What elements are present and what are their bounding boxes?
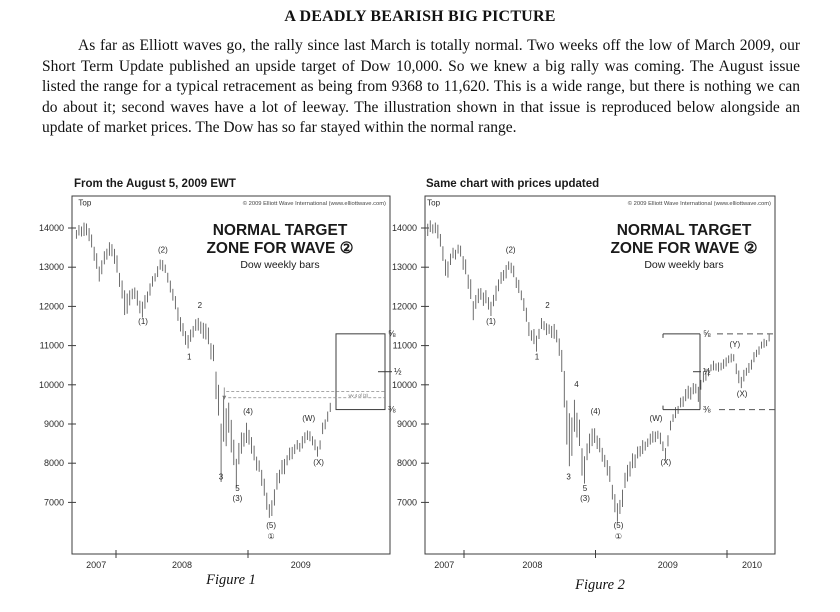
wave-label: (5) [266,520,276,530]
y-tick-label: 7000 [43,497,64,508]
fraction-label: ½ [394,366,402,377]
wave-label: (1) [486,317,496,327]
figure2-chart [392,196,775,570]
x-tick-label: 2008 [171,560,193,570]
page-title: A DEADLY BEARISH BIG PICTURE [284,8,556,25]
figure1-header: From the August 5, 2009 EWT [74,178,236,190]
wave-label: (W) [649,414,663,423]
wave-label: (3) [232,494,243,504]
y-tick-label: 10000 [391,379,417,390]
wave-label: (Y) [729,339,741,349]
wave-label: 1 [187,352,192,362]
y-tick-label: 8000 [396,458,417,469]
y-tick-label: 10000 [38,379,64,390]
dow-weekly-charts [0,170,840,612]
fraction-label: ½ [703,366,711,377]
y-tick-label: 12000 [38,301,64,312]
x-tick-label: 2010 [741,560,763,570]
x-axis [434,550,762,570]
wave-label: (4) [590,406,601,416]
svg-text:NORMAL TARGET: NORMAL TARGET [212,222,348,239]
figure1-caption: Figure 1 [206,572,256,588]
gap-band-label: wv 4 of (3) [348,393,368,399]
wave-label: (4) [243,406,253,416]
wave-label: (X) [660,458,672,468]
copyright-note: © 2009 Elliott Wave International (www.elliottwave.com) [627,201,771,207]
wave-label: (2) [505,245,516,255]
wave-label: ① [267,531,275,541]
wave-label: Top [427,198,441,208]
x-tick-label: 2008 [522,560,543,570]
y-tick-label: 9000 [43,419,64,429]
wave-label: (2) [157,245,168,255]
fraction-label: ⅝ [703,328,711,339]
y-tick-label: 13000 [38,262,64,273]
wave-label: 2 [197,301,203,311]
fraction-label: ⅝ [388,328,396,339]
figure1-chart [39,196,402,570]
wave-label: (5) [613,520,624,530]
wave-label: 5 [235,484,240,494]
y-tick-label: 14000 [391,223,417,233]
wave-label: 3 [218,472,224,482]
y-axis [39,223,76,507]
figure2-caption: Figure 2 [575,577,625,593]
wave-label: (X) [313,458,324,468]
y-tick-label: 8000 [43,458,64,469]
y-tick-label: 7000 [396,497,417,508]
chart-subtitle: Dow weekly bars [240,259,320,271]
body-paragraph: As far as Elliott waves go, the rally since last March is totally normal. Two weeks off the low of March 2009, our Short Term Update published an upside target of Dow 10,000. So we knew a big rally was coming. The August issue listed the range for a typical retracement as being from 9368 to 11,620. This is a wide range, but there is nothing we can do about it; second waves have a lot of leeway. The illustration shown in that issue is reproduced below alongside an update of market prices. The Dow has so far stayed within the normal range. [42,37,800,137]
wave-label: (3) [580,494,590,504]
chart-subtitle: Dow weekly bars [644,259,724,271]
chart-title [206,222,353,271]
x-tick-label: 2007 [434,560,455,570]
wave-label: (W) [302,414,316,423]
y-tick-label: 9000 [396,419,417,429]
y-tick-label: 11000 [39,340,64,351]
wave-label: 2 [545,301,550,311]
fraction-label: ⅜ [388,404,396,415]
x-tick-label: 2007 [86,560,107,570]
wave-label: Top [78,198,92,208]
chart-title [610,222,757,271]
svg-text:NORMAL TARGET: NORMAL TARGET [616,222,752,239]
x-axis [86,550,311,570]
wave-label: 4 [574,379,579,389]
y-tick-label: 14000 [38,223,64,233]
copyright-note: © 2009 Elliott Wave International (www.elliottwave.com) [242,201,386,207]
figure2-header: Same chart with prices updated [426,178,600,190]
svg-text:ZONE FOR WAVE ②: ZONE FOR WAVE ② [610,240,758,257]
pointer-arrow-icon [222,396,226,400]
svg-text:ZONE FOR WAVE ②: ZONE FOR WAVE ② [206,240,354,257]
y-tick-label: 13000 [391,262,417,273]
fraction-label: ⅜ [703,404,711,415]
y-tick-label: 11000 [392,340,417,351]
x-tick-label: 2009 [290,560,311,570]
wave-label: ① [614,531,623,541]
y-axis [392,223,429,507]
x-tick-label: 2009 [657,560,678,570]
wave-label: 5 [582,484,588,494]
wave4-gap-band [222,387,385,399]
wave-label: 3 [566,472,571,482]
wave-label: (X) [736,389,748,399]
y-tick-label: 12000 [391,301,417,312]
wave-label: (1) [138,317,148,327]
wave-label: 1 [534,352,540,362]
